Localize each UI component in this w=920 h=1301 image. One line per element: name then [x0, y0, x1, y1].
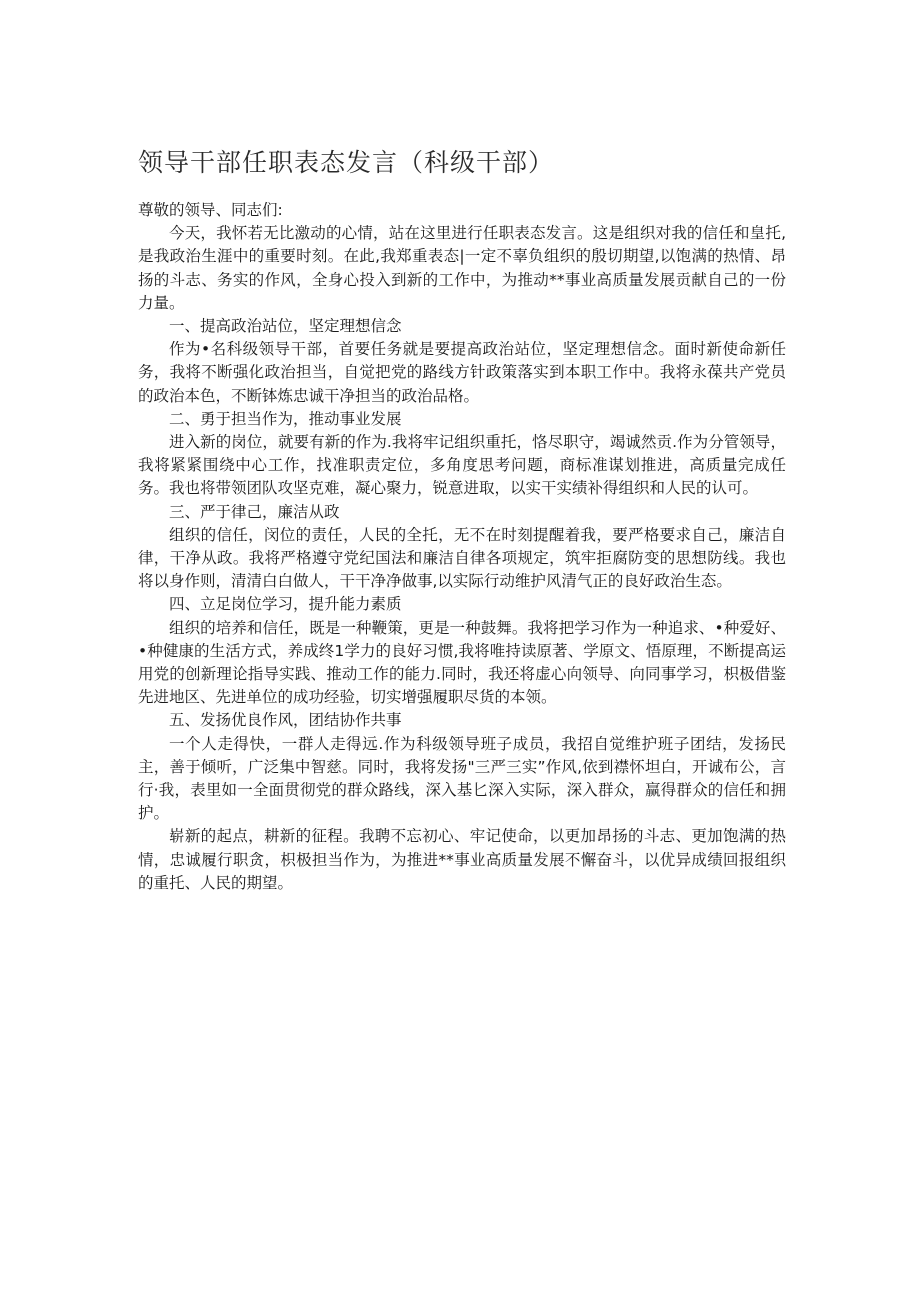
section-paragraph-4: 组织的培养和信任，既是一种鞭策，更是一种鼓舞。我将把学习作为一种追求、•种爱好、•种健康的生活方式，养成终1学力的良好习惯,我将唯持读原著、学原文、悟原理，不断提高运用党的创新理论指导实践、推动工作的能力.同时，我还将虚心向领导、向同事学习，枳极借鉴先进地区、先进单位的成功经验，切实增强履职尽货的本领。	[138, 618, 786, 707]
section-paragraph-5: 一个人走得快，一群人走得远.作为科级领导班子成员，我招自觉维护班子团结，发扬民主，善于倾听，广泛集中智慈。同时，我将发扬"三严三实”作风,依到襟怀坦白，开诚布公，言行·我，表里如一全面贯彻党的群众路线，深入基匕深入实际，深入群众，赢得群众的信任和拥护。	[138, 734, 786, 823]
section-heading-2: 二、勇于担当作为，推动事业发展	[169, 409, 402, 428]
section-paragraph-2: 进入新的岗位，就要有新的作为.我将牢记组织重托，恪尽职守，竭诚然贡.作为分管领导，我将紧紧围绕中心工作，找准职责定位，多角度思考问题，商标准谋划推进，高质量完成任务。我也将带领团队攻坚克难，凝心聚力，锐意进取，以实干实绩补得组织和人民的认可。	[138, 433, 786, 498]
salutation: 尊敬的领导、同志们:	[138, 201, 283, 219]
section-paragraph-3: 组织的信任，闵位的责任，人民的全托，无不在时刻提醒着我，要严格要求自己，廉洁自律，干净从政。我将严格遵守党纪国法和廉洁自律各项规定，筑牢拒腐防变的思想防线。我也将以身作则，清清白白做人，干干净净做事,以实际行动维护风清气正的良好政治生态。	[138, 525, 786, 591]
closing-paragraph: 崭新的起点，耕新的征程。我聘不忘初心、牢记使命，以更加昂扬的斗志、更加饱满的热情，忠诚履行职贪，枳极担当作为，为推进**事业高质量发展不懈奋斗，以优异成绩回报组织的重托、人民的期望。	[138, 827, 786, 892]
document-title: 领导干部任职表态发言（科级干部）	[138, 148, 555, 177]
section-paragraph-1: 作为•名科级领导干部，首要任务就是要提高政治站位，坚定理想信念。面时新使命新任务，我将不断强化政治担当，自觉把党的路线方针政策落实到本职工作中。我将永葆共产党员的政治本色，不断钵炼忠诚干净担当的政治品格。	[138, 340, 786, 405]
section-heading-3: 三、严于律己，廉洁从政	[169, 502, 340, 521]
intro-paragraph: 今天，我怀若无比激动的心情，站在这里进行任职表态发言。这是组织对我的信任和皇托,是我政治生涯中的重要时刻。在此,我郑重表态|一定不辜负组织的殷切期望,以饱满的热情、昂扬的斗志、务实的作风，全身心投入到新的工作中，为推动**事业高质量发展贡献自己的一份力量。	[138, 224, 786, 312]
section-heading-1: 一、提高政治站位，坚定理想信念	[169, 317, 402, 336]
section-heading-4: 四、立足岗位学习，提升能力素质	[169, 595, 402, 614]
document-body	[138, 199, 786, 895]
section-heading-5: 五、发扬优良作风，团结协作共事	[169, 711, 402, 730]
